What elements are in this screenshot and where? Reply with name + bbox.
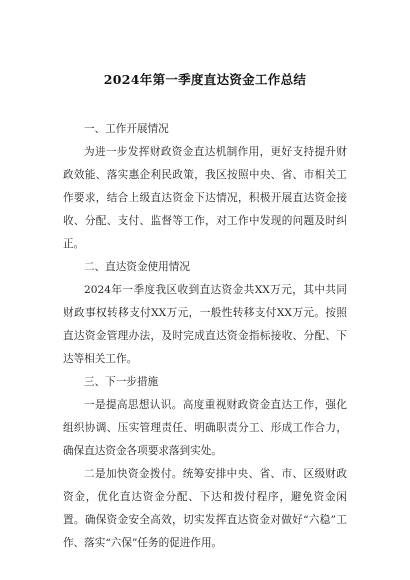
section-next-steps — [63, 371, 347, 555]
section-fund-usage — [63, 256, 347, 371]
section-work-progress — [63, 118, 347, 256]
section-heading: 二、直达资金使用情况 — [84, 261, 190, 273]
body-paragraph: 二是加快资金拨付。统筹安排中央、省、市、区级财政资金，优化直达资金分配、下达和拨付程序，避免资金闲置。确保资金安全高效，切实发挥直达资金对做好“六稳”工作、落实“六保”任务的促进作用。 — [63, 468, 347, 549]
section-heading: 三、下一步措施 — [84, 376, 159, 388]
document-title: 2024年第一季度直达资金工作总结 — [103, 72, 307, 87]
section-heading: 一、工作开展情况 — [84, 123, 169, 135]
body-paragraph: 为进一步发挥财政资金直达机制作用，更好支持提升财政效能、落实惠企利民政策，我区按照中央、省、市相关工作要求，结合上级直达资金下达情况，积极开展直达资金接收、分配、支付、监督等工作，对工作中发现的问题及时纠正。 — [63, 146, 347, 250]
body-paragraph: 2024年一季度我区收到直达资金共XX万元，其中共同财政事权转移支付XX万元，一般性转移支付XX万元。按照直达资金管理办法，及时完成直达资金指标接收、分配、下达等相关工作。 — [63, 284, 347, 365]
body-paragraph: 一是提高思想认识。高度重视财政资金直达工作，强化组织协调、压实管理责任、明确职责分工、形成工作合力，确保直达资金各项要求落到实处。 — [63, 399, 347, 457]
document-body — [63, 118, 347, 555]
